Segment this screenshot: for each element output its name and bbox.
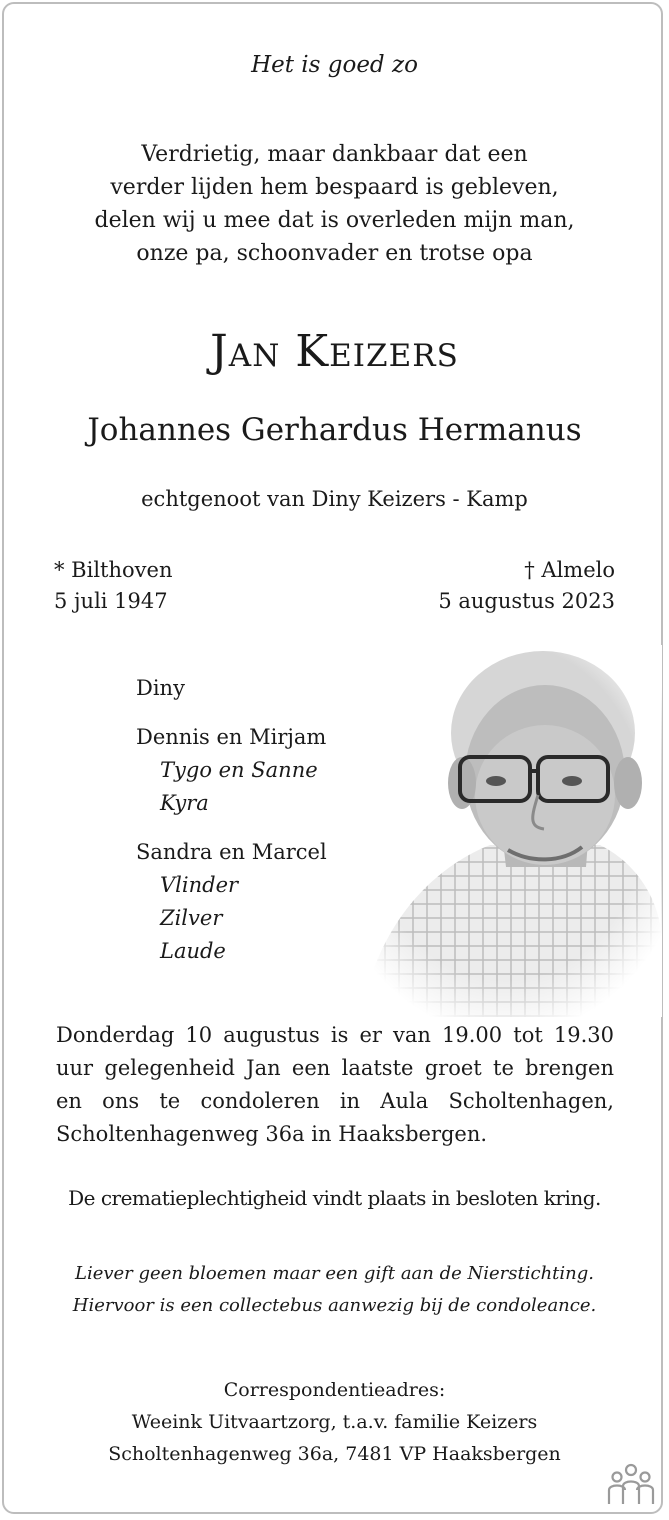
- family-kid: Tygo en Sanne: [160, 758, 318, 782]
- intro-line: delen wij u mee dat is overleden mijn man,: [94, 208, 575, 233]
- wish-text: [0, 1258, 669, 1322]
- family-kid: Zilver: [160, 906, 223, 930]
- wish-line: Liever geen bloemen maar een gift aan de Nierstichting.: [75, 1263, 594, 1284]
- address-line: Scholtenhagenweg 36a, 7481 VP Haaksbergen: [108, 1443, 561, 1465]
- full-name: Johannes Gerhardus Hermanus: [87, 412, 582, 448]
- family-list: [136, 672, 327, 968]
- address-line: Weeink Uitvaartzorg, t.a.v. familie Keizers: [131, 1411, 538, 1433]
- family-kid: Kyra: [160, 791, 209, 815]
- family-kid: Vlinder: [160, 873, 239, 897]
- death-date: 5 augustus 2023: [438, 589, 615, 613]
- address-line: Correspondentieadres:: [223, 1379, 446, 1401]
- motto: Het is goed zo: [251, 52, 418, 78]
- birth-place: * Bilthoven: [54, 558, 173, 582]
- people-group-icon: [605, 1462, 657, 1506]
- death-place: † Almelo: [524, 558, 615, 582]
- deceased-name: Jan Keizers: [210, 326, 459, 377]
- correspondence-address: [0, 1374, 669, 1470]
- intro-line: onze pa, schoonvader en trotse opa: [136, 241, 533, 266]
- death-info: [438, 555, 615, 617]
- spouse-line: echtgenoot van Diny Keizers - Kamp: [141, 487, 528, 511]
- intro-text: [0, 138, 669, 270]
- wish-line: Hiervoor is een collectebus aanwezig bij de condoleance.: [72, 1295, 597, 1316]
- intro-line: Verdrietig, maar dankbaar dat een: [141, 142, 528, 167]
- portrait-photo: [350, 645, 662, 1017]
- family-spouse: Diny: [136, 676, 185, 700]
- intro-line: verder lijden hem bespaard is gebleven,: [110, 175, 559, 200]
- cremation-text: De crematieplechtigheid vindt plaats in besloten kring.: [68, 1186, 601, 1210]
- birth-info: [54, 555, 172, 617]
- birth-date: 5 juli 1947: [54, 589, 168, 613]
- visitation-text: Donderdag 10 augustus is er van 19.00 tot 19.30 uur gelegenheid Jan een laatste groet te brengen en ons te condoleren in Aula Scholtenhagen, Scholtenhagenweg 36a in Haaksbergen.: [56, 1023, 614, 1146]
- family-parents: Sandra en Marcel: [136, 840, 327, 864]
- family-parents: Dennis en Mirjam: [136, 725, 327, 749]
- family-kid: Laude: [160, 939, 226, 963]
